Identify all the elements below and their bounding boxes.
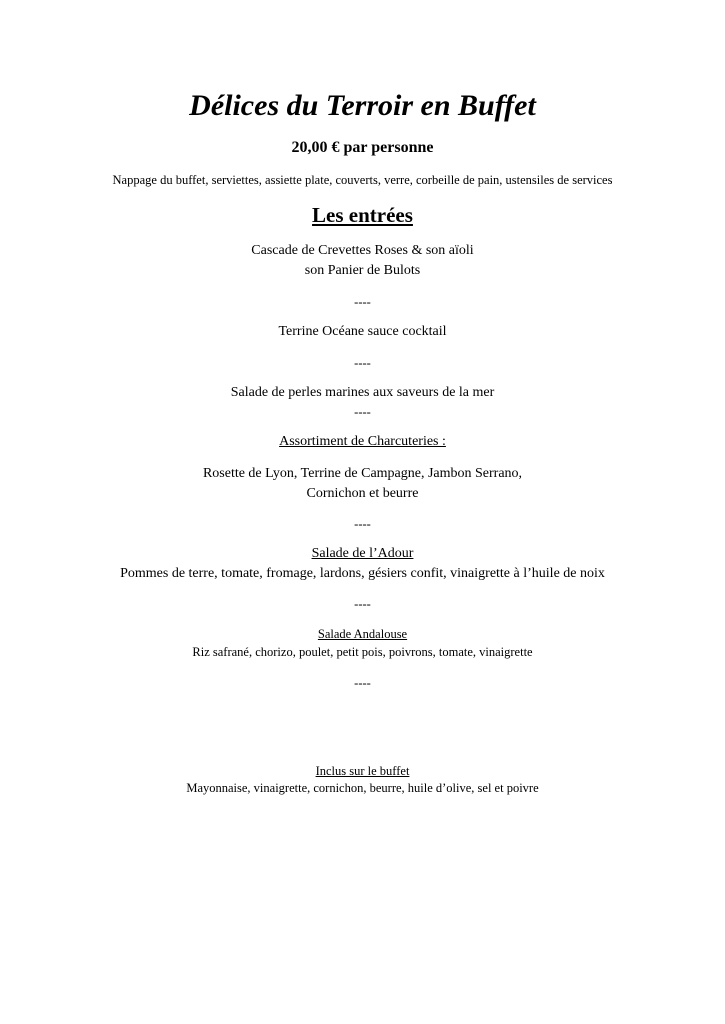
menu-title: Délices du Terroir en Buffet <box>189 89 536 122</box>
separator: ---- <box>354 356 371 370</box>
separator: ---- <box>354 676 371 690</box>
adour-description: Pommes de terre, tomate, fromage, lardons, gésiers confit, vinaigrette à l’huile de noix <box>120 566 605 581</box>
included-service: Nappage du buffet, serviettes, assiette plate, couverts, verre, corbeille de pain, ustensiles de services <box>112 173 613 187</box>
separator: ---- <box>354 597 371 611</box>
buffet-included-description: Mayonnaise, vinaigrette, cornichon, beurre, huile d’olive, sel et poivre <box>186 781 539 795</box>
charcuteries-line-1: Rosette de Lyon, Terrine de Campagne, Jambon Serrano, <box>202 466 523 481</box>
andalouse-title: Salade Andalouse <box>317 627 408 641</box>
charcuteries-line-2: Cornichon et beurre <box>306 486 419 501</box>
item-terrine: Terrine Océane sauce cocktail <box>278 324 447 339</box>
adour-title: Salade de l’Adour <box>311 546 414 561</box>
separator: ---- <box>354 517 371 531</box>
separator: ---- <box>354 295 371 309</box>
item-crevettes-line-2: son Panier de Bulots <box>304 263 421 278</box>
price-per-person: 20,00 € par personne <box>291 139 434 156</box>
separator: ---- <box>354 405 371 419</box>
buffet-included-title: Inclus sur le buffet <box>315 764 410 778</box>
item-salade-perles: Salade de perles marines aux saveurs de la mer <box>230 385 495 400</box>
andalouse-description: Riz safrané, chorizo, poulet, petit pois, poivrons, tomate, vinaigrette <box>192 645 533 659</box>
item-crevettes-line-1: Cascade de Crevettes Roses & son aïoli <box>251 243 474 258</box>
charcuteries-title: Assortiment de Charcuteries : <box>279 434 446 449</box>
section-title-entrees: Les entrées <box>312 203 413 227</box>
